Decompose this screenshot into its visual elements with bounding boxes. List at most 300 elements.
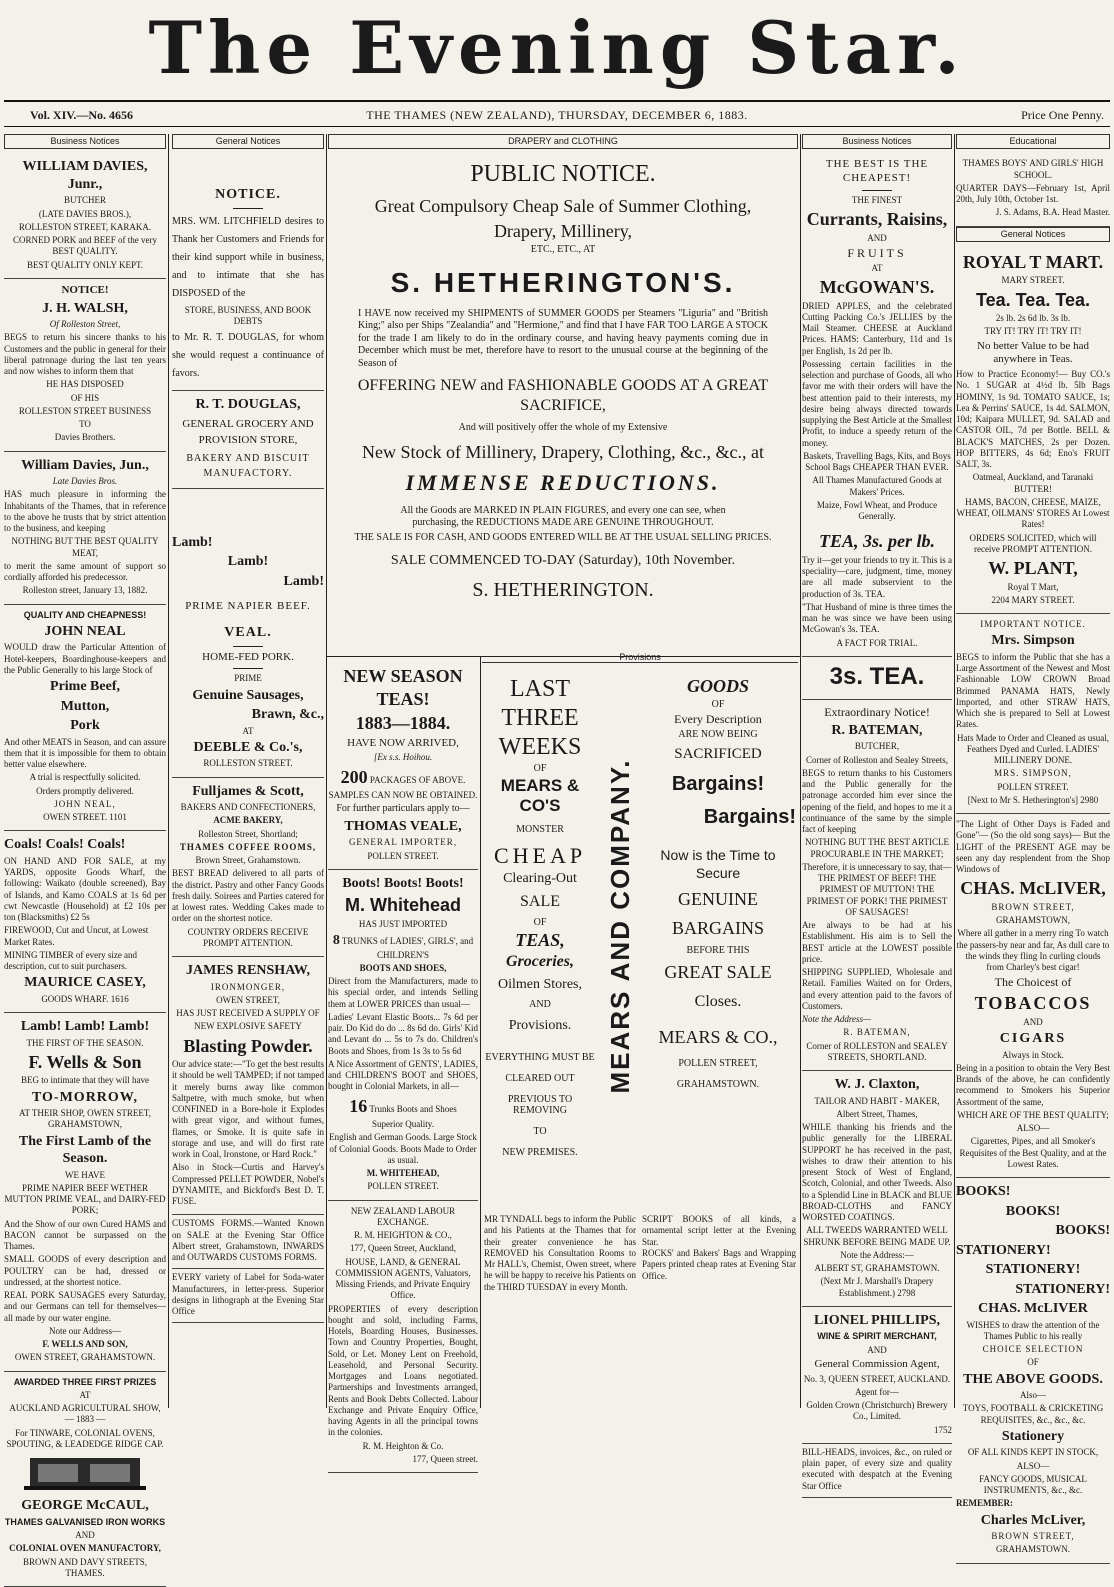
section-header: Provisions xyxy=(482,652,798,663)
ad-line: 177, Queen Street, Auckland, xyxy=(328,1243,478,1254)
ad-headline: GENUINE xyxy=(640,889,796,910)
ad-line: TOYS, FOOTBALL & CRICKETING REQUISITES, &c., &c., &c. xyxy=(956,1403,1110,1426)
ad-headline: IMMENSE REDUCTIONS. xyxy=(328,469,798,497)
ad-line: TO-MORROW, xyxy=(4,1089,166,1107)
ad-line: OWEN STREET. 1101 xyxy=(4,812,166,823)
ad-title: WILLIAM DAVIES, Junr., xyxy=(4,158,166,193)
ad-line: ALL TWEEDS WARRANTED WELL SHRUNK BEFORE BEING MADE UP. xyxy=(802,1225,952,1248)
ad-line: STATIONERY! xyxy=(956,1261,1110,1279)
ad-line: Stationery xyxy=(956,1428,1110,1446)
issue-price: Price One Penny. xyxy=(1021,108,1104,123)
ad-line: The Choicest of xyxy=(956,975,1110,990)
ad-line: AND xyxy=(4,1530,166,1541)
ad-line: GENERAL IMPORTER, xyxy=(328,837,478,848)
ad-billheads: BILL-HEADS, invoices, &c., on ruled or plain paper, of every size and quality executed with despatch at the Evening Star Office xyxy=(802,1444,952,1498)
ad-headline: CHEAP xyxy=(484,843,596,869)
column-educational xyxy=(956,134,1110,1408)
ad-line: 200 PACKAGES OF ABOVE. xyxy=(328,766,478,789)
column-business-notices xyxy=(4,134,166,1408)
section-header: Business Notices xyxy=(802,134,952,149)
ad-line: HAS JUST RECEIVED A SUPPLY OF xyxy=(172,1008,324,1019)
ad-title: NEW SEASON TEAS! xyxy=(328,665,478,710)
ad-title: NOTICE. xyxy=(172,186,324,204)
ad-line: Mutton, xyxy=(4,698,166,716)
ad-line: HE HAS DISPOSED xyxy=(4,379,166,390)
ad-body: SMALL GOODS of every description and POULTRY can be had, dressed or undressed, at the shortest notice. xyxy=(4,1254,166,1288)
ad-line: BOOKS! xyxy=(956,1222,1110,1240)
ad-line: HAVE NOW ARRIVED, xyxy=(328,737,478,751)
ad-wells-and-son xyxy=(4,1013,166,1372)
ad-line: FANCY GOODS, MUSICAL INSTRUMENTS, &c., &c. xyxy=(956,1474,1110,1497)
ad-body: "The Light of Other Days is Faded and Gone"— (So the old song says)— But the LIGHT of the PRESENT AGE may be seen any day resplendent from the Shop Windows of xyxy=(956,819,1110,875)
ad-line: THE SALE IS FOR CASH, AND GOODS ENTERED WILL BE AT THE USUAL SELLING PRICES. xyxy=(328,532,798,545)
mears-right-panel xyxy=(640,666,796,1092)
ad-body: Are always to be had at his Establishment. His aim is to Sell the BEST article at the LOWEST possible price. xyxy=(802,920,952,965)
ad-line: BAKERS AND CONFECTIONERS, xyxy=(172,802,324,813)
ad-douglas-grocery xyxy=(172,391,324,489)
ad-line: Corner of ROLLESTON and SEALEY STREETS, SHORTLAND. xyxy=(802,1041,952,1064)
ad-line: Rolleston Street, Shortland; xyxy=(172,829,324,840)
ad-line: OF xyxy=(484,763,596,774)
ad-line: Every Description xyxy=(640,712,796,727)
ad-line: BOOKS! xyxy=(956,1183,1110,1201)
ad-rocks-bags: ROCKS' and Bakers' Bags and Wrapping Papers printed cheap rates at Evening Star Office. xyxy=(642,1248,796,1282)
column-rule xyxy=(326,134,327,1408)
section-header: General Notices xyxy=(956,227,1110,242)
ad-line: COUNTRY ORDERS RECEIVE PROMPT ATTENTION. xyxy=(172,927,324,950)
ad-line: PRIME NAPIER BEEF WETHER MUTTON PRIME VEAL, and DAIRY-FED PORK; xyxy=(4,1183,166,1217)
dateline-rule xyxy=(4,126,1110,127)
ad-line: FRUITS xyxy=(802,246,952,261)
ad-line: Cigarettes, Pipes, and all Smoker's Requisites of the Best Quality, and at the Lowest Rates. xyxy=(956,1136,1110,1170)
ad-headline: 3s. TEA. xyxy=(802,662,952,692)
ad-title: Mrs. Simpson xyxy=(956,632,1110,650)
ad-body: A Nice Assortment of GENTS', LADIES, and CHILDREN'S BOOT and SHOES, bought in Colonial Markets, in all— xyxy=(328,1059,478,1093)
ad-title: R. BATEMAN, xyxy=(802,722,952,740)
ad-line: EVERYTHING MUST BE xyxy=(484,1052,596,1063)
volume-number: Vol. XIV.—No. 4656 xyxy=(30,108,133,123)
ad-claxton-tailor xyxy=(802,1071,952,1307)
ad-line: [Next to Mr S. Hetherington's] 2980 xyxy=(956,795,1110,806)
ad-line: POLLEN STREET, xyxy=(640,1058,796,1069)
ad-body: to merit the same amount of support so cordially afforded his predecessor. xyxy=(4,561,166,584)
ad-body: to Mr. R. T. DOUGLAS, for whom she would request a continuance of favors. xyxy=(172,329,324,383)
ad-line: Rolleston street, January 13, 1882. xyxy=(4,585,166,596)
section-header: Business Notices xyxy=(4,134,166,149)
ad-hetherington-drapery xyxy=(328,134,798,654)
ad-line: Clearing-Out xyxy=(484,871,596,887)
ad-line: Pork xyxy=(4,717,166,735)
short-rule xyxy=(233,646,263,647)
ad-body: SHIPPING SUPPLIED, Wholesale and Retail. Families Waited on for Orders, and every attention paid to the favors of Customers. xyxy=(802,967,952,1012)
ad-line: ROLLESTON STREET. xyxy=(172,758,324,769)
ad-signature: W. PLANT, xyxy=(956,557,1110,580)
mears-left-panel xyxy=(484,666,596,1160)
ad-customs-forms: CUSTOMS FORMS.—Wanted Known on SALE at the Evening Star Office Albert street, Grahamstown, INWARDS and OUTWARDS CUSTOMS FORMS. xyxy=(172,1215,324,1269)
ad-line: ALSO— xyxy=(956,1461,1110,1472)
ad-body: Try it—get your friends to try it. This is a speciality—care, judgment, time, money are all made subservient to the production of 3s. TEA. xyxy=(802,555,952,600)
ad-line: Closes. xyxy=(640,993,796,1011)
ad-title: W. J. Claxton, xyxy=(802,1076,952,1094)
ad-line: Orders promptly delivered. xyxy=(4,786,166,797)
ad-line: The First Lamb of the Season. xyxy=(4,1133,166,1168)
ad-line: 177, Queen street. xyxy=(328,1454,478,1465)
ad-line: General Commission Agent, xyxy=(802,1358,952,1372)
ad-william-davies xyxy=(4,452,166,605)
ad-line: BROWN AND DAVY STREETS, THAMES. xyxy=(4,1557,166,1580)
ad-title: NOTICE! xyxy=(4,284,166,298)
ad-three-shilling-tea xyxy=(802,657,952,700)
ad-line: 2s lb. 2s 6d lb. 3s lb. xyxy=(956,313,1110,324)
ad-line: THAMES GALVANISED IRON WORKS xyxy=(4,1517,166,1528)
ad-line: Oatmeal, Auckland, and Taranaki BUTTER! xyxy=(956,472,1110,495)
ad-line: Golden Crown (Christchurch) Brewery Co., Limited. xyxy=(802,1400,952,1423)
issue-date: THE THAMES (NEW ZEALAND), THURSDAY, DECEMBER 6, 1883. xyxy=(4,108,1110,123)
section-header: Educational xyxy=(956,134,1110,149)
ad-line: Brawn, &c., xyxy=(172,706,324,724)
short-rule xyxy=(233,208,263,209)
ad-body: WOULD draw the Particular Attention of Hotel-keepers, Boardinghouse-keepers and the Public Generally to his large Stock of xyxy=(4,642,166,676)
ad-title: PUBLIC NOTICE. xyxy=(328,159,798,189)
ad-line: Prime Beef, xyxy=(4,678,166,696)
ad-line: A FACT FOR TRIAL. xyxy=(802,638,952,649)
column-business-notices-2 xyxy=(802,134,952,1408)
ad-line: TO xyxy=(4,419,166,430)
ad-title: DEEBLE & Co.'s, xyxy=(172,739,324,757)
ad-line: IRONMONGER, xyxy=(172,982,324,993)
ad-body: How to Practice Economy!— Buy CO.'s No. 1 SUGAR at 4½d lb. 5lb Bags HOMINY, 1s 9d. TOMATO SAUCE, 1s; Lea & Perrins' SAUCE, 1s 4d. SALMON, 10d; Kaipara MULLET, 9d. SALAD and CASTOR OIL, 7d per Bottle. BELL & BLACK'S MATCHES, 2s per Dozen. HOP BITTERS, 4s 6d; Eno's FRUIT SALT, 3s. xyxy=(956,369,1110,470)
ad-headline: Tea. Tea. Tea. xyxy=(956,289,1110,312)
ad-body: WHILE thanking his friends and the public generally for the LIBERAL SUPPORT he has received in the past, wishes to draw their attention to his present Stock of West of England, Scotch, Colonial, and other Tweeds. Also to a Splendid Line in BLACK and BLUE BROAD-CLOTHS and FANCY WORSTED COATINGS. xyxy=(802,1122,952,1223)
ad-line: HOUSE, LAND, & GENERAL COMMISSION AGENTS, Valuators, Missing Friends, and Private Enquiry Office. xyxy=(328,1257,478,1302)
ad-headline: Great Compulsory Cheap Sale of Summer Clothing, xyxy=(328,195,798,218)
ad-headline: TEA, 3s. per lb. xyxy=(802,530,952,553)
ad-line: ORDERS SOLICITED, which will receive PROMPT ATTENTION. xyxy=(956,533,1110,556)
ad-line: GRAHAMSTOWN. xyxy=(956,1544,1110,1555)
ad-body: HAS much pleasure in informing the Inhabitants of the Thames, that in reference to the above he trusts that by strict attention to the business, and keeping xyxy=(4,489,166,534)
ad-line: STATIONERY! xyxy=(956,1281,1110,1299)
ad-line: TRY IT! TRY IT! TRY IT! xyxy=(956,326,1110,337)
ad-line: Davies Brothers. xyxy=(4,432,166,443)
ad-line: ETC., ETC., AT xyxy=(328,244,798,257)
ad-title: Coals! Coals! Coals! xyxy=(4,836,166,854)
ad-headline: Bargains! xyxy=(640,773,796,796)
ad-fulljames-scott xyxy=(172,778,324,958)
ad-body: BEGS to inform the Public that she has a Large Assortment of the Newest and Most Fashionable LOW CROWN Broad Brimmed PANAMA HATS, Newly Imported, and other STRAW HATS, Which she is prepared to Sell at Lowest Rates. xyxy=(956,652,1110,731)
ad-line: STORE, BUSINESS, AND BOOK DEBTS xyxy=(172,305,324,328)
ad-line: NEW PREMISES. xyxy=(484,1147,596,1158)
ad-line: Now is the Time to xyxy=(640,847,796,863)
ad-headline: BARGAINS xyxy=(640,918,796,939)
ad-line: SAMPLES CAN NOW BE OBTAINED. xyxy=(328,790,478,801)
ad-lionel-phillips xyxy=(802,1307,952,1444)
ad-title: J. H. WALSH, xyxy=(4,300,166,318)
ad-title: William Davies, Jun., xyxy=(4,457,166,475)
ad-title: 1883—1884. xyxy=(328,712,478,735)
ad-line: VEAL. xyxy=(172,624,324,642)
ad-maurice-casey xyxy=(4,831,166,1013)
ad-body: PROPERTIES of every description bought and sold, including Farms, Hotels, Boarding Houses, Businesses. Town and Country Properties, Bought, Sold, or Let. Money Lent on Freehold, Leasehold, and Personal Security. Mortgages and Loans negotiated. Partnerships and Investments arranged, Rents and Book Debts Collected. Labour Exchange and Private Enquiry Office, having Agents in all the principal towns in the colonies. xyxy=(328,1304,478,1439)
ad-line: OF xyxy=(484,917,596,928)
ad-john-neal xyxy=(4,605,166,832)
ad-line: AT xyxy=(802,263,952,274)
ad-line: CORNED PORK and BEEF of the very BEST QUALITY. xyxy=(4,235,166,258)
ad-line: WINE & SPIRIT MERCHANT, xyxy=(802,1331,952,1342)
ad-line: BROWN STREET, xyxy=(956,1531,1110,1542)
ad-line: No. 3, QUEEN STREET, AUCKLAND. xyxy=(802,1374,952,1385)
ad-thomas-veale xyxy=(328,660,478,870)
ad-line: STATIONERY! xyxy=(956,1242,1110,1260)
ad-line: HAMS, BACON, CHEESE, MAIZE, WHEAT, OILMANS' STORES At Lowest Rates! xyxy=(956,497,1110,531)
ad-line: ROLLESTON STREET BUSINESS xyxy=(4,406,166,417)
ad-royal-t-mart xyxy=(956,246,1110,614)
ad-line: Albert Street, Thames, xyxy=(802,1109,952,1120)
ad-title: Extraordinary Notice! xyxy=(802,705,952,720)
ad-title: S. HETHERINGTON'S. xyxy=(328,265,798,300)
ad-line: THE FIRST OF THE SEASON. xyxy=(4,1038,166,1049)
ad-line: Corner of Rolleston and Sealey Streets, xyxy=(802,755,952,766)
ad-line: OF xyxy=(956,1357,1110,1368)
ad-line: Superior Quality. xyxy=(328,1119,478,1130)
ad-signature: MEARS & CO., xyxy=(640,1027,796,1048)
ad-mcgowans xyxy=(802,153,952,657)
ad-headline: TOBACCOS xyxy=(956,992,1110,1015)
ad-line: Note our Address— xyxy=(4,1326,166,1337)
ad-headline: Bargains! xyxy=(640,806,796,829)
ad-line: WHICH ARE OF THE BEST QUALITY; xyxy=(956,1110,1110,1121)
ad-headline: SALE COMMENCED TO-DAY (Saturday), 10th November. xyxy=(328,552,798,570)
ad-body: ON HAND AND FOR SALE, at my YARDS, opposite Goods Wharf, the following: Waikato (double screened), Bay of Islands, and Kamo COALS at 1s 6d per cwt Newcastle (Household) at £2 10s per ton (Blacksmiths) £2 5s xyxy=(4,856,166,924)
ad-headline: New Stock of Millinery, Drapery, Clothing, &c., &c., at xyxy=(328,441,798,464)
ad-body: MRS. WM. LITCHFIELD desires to Thank her Customers and Friends for their kind support while in business, and to intimate that she has DISPOSED of the xyxy=(172,213,324,303)
ad-line: English and German Goods. Large Stock of Colonial Goods. Boots Made to Order as usual. xyxy=(328,1132,478,1166)
ad-line: Secure xyxy=(640,865,796,881)
ad-mcliver-tobacco xyxy=(956,814,1110,1178)
ad-body: Being in a position to obtain the Very Best Brands of the above, he can confidently recommend to Smokers his Superior Assortment of the same, xyxy=(956,1063,1110,1108)
ad-body: "That Husband of mine is three times the man he was since we have been using McGowan's 3s. TEA. xyxy=(802,602,952,636)
ad-title: Lamb! xyxy=(172,534,324,552)
ad-line: ALSO— xyxy=(956,1123,1110,1134)
ad-headline: LAST xyxy=(484,676,596,703)
ad-title: LIONEL PHILLIPS, xyxy=(802,1312,952,1330)
ad-line: AT THEIR SHOP, OWEN STREET, GRAHAMSTOWN, xyxy=(4,1108,166,1131)
ad-headline: GREAT SALE xyxy=(640,962,796,983)
ad-title: NEW ZEALAND LABOUR EXCHANGE. xyxy=(328,1206,478,1229)
ad-line: Also— xyxy=(956,1390,1110,1401)
section-header: General Notices xyxy=(172,134,324,149)
ad-line: Baskets, Travelling Bags, Kits, and Boys School Bags CHEAPER THAN EVER. xyxy=(802,451,952,474)
ad-signature: THOMAS VEALE, xyxy=(328,818,478,836)
ad-line: THAMES COFFEE ROOMS, xyxy=(172,842,324,853)
ad-line: CHOICE SELECTION xyxy=(956,1344,1110,1355)
ad-body: Also in Stock—Curtis and Harvey's Compressed PELLET POWDER, Nobel's DYNAMITE, and Bickford's Best D. T. FUSE. xyxy=(172,1162,324,1207)
ad-line: R. M. HEIGHTON & CO., xyxy=(328,1230,478,1241)
ad-body: Possessing certain facilities in the selection and purchase of Goods, all who favor me with their orders will have the best attention paid to their interests, my desire being always directed towards supplying the Best Article at the Smallest Profit, to induce a speedy return of the money. xyxy=(802,359,952,449)
ad-line: BUTCHER, xyxy=(802,741,952,752)
ad-line: GENERAL GROCERY AND PROVISION STORE, xyxy=(172,416,324,449)
dateline xyxy=(4,104,1110,126)
ad-line: GRAHAMSTOWN, xyxy=(956,915,1110,926)
ad-signature: S. HETHERINGTON. xyxy=(328,578,798,603)
ad-body: REAL PORK SAUSAGES every Saturday, and our Germans can tell for themselves—all made by our water engine. xyxy=(4,1290,166,1324)
ad-line: For TINWARE, COLONIAL OVENS, SPOUTING, & LEADEDGE RIDGE CAP. xyxy=(4,1428,166,1451)
ad-line: ROLLESTON STREET, KARAKA. xyxy=(4,222,166,233)
ad-signature: R. BATEMAN, xyxy=(802,1027,952,1038)
ad-line: MONSTER xyxy=(484,824,596,835)
short-rule xyxy=(233,668,263,669)
ad-body: And the Show of our own Cured HAMS and BACON cannot be surpassed on the Thames. xyxy=(4,1219,166,1253)
ad-line: AUCKLAND AGRICULTURAL SHOW, — 1883 — xyxy=(4,1403,166,1426)
ad-line: Always in Stock. xyxy=(956,1050,1110,1061)
ad-line: PRIME xyxy=(172,673,324,684)
ad-line: ACME BAKERY, xyxy=(172,815,324,826)
ad-title: Lamb! xyxy=(172,573,324,591)
ad-title: R. T. DOUGLAS, xyxy=(172,396,324,414)
masthead xyxy=(0,0,1114,100)
ad-title: MEARS & CO'S xyxy=(484,776,596,816)
ad-body: DRIED APPLES, and the celebrated Cutting Packing Co.'s JELLIES by the Mail Steamer. CHEESE at Auckland Prices. HAMS: Canterbury, 11d and 1s per English, 1s 2d per lb. xyxy=(802,301,952,357)
ad-litchfield-notice xyxy=(172,153,324,391)
ad-line: SALE xyxy=(484,893,596,911)
ad-line: OF ALL KINDS KEPT IN STOCK, xyxy=(956,1447,1110,1458)
mears-vertical-banner xyxy=(600,666,636,1186)
ad-line: 1752 xyxy=(802,1425,952,1436)
ad-line: THE ABOVE GOODS. xyxy=(956,1371,1110,1389)
ad-line: NOTHING BUT THE BEST ARTICLE PROCURABLE IN THE MARKET; xyxy=(802,837,952,860)
ad-line: PRIME NAPIER BEEF. xyxy=(172,600,324,614)
ad-whitehead-boots xyxy=(328,870,478,1201)
ad-headline: OFFERING NEW and FASHIONABLE GOODS AT A GREAT SACRIFICE, xyxy=(328,376,798,416)
section-header: DRAPERY and CLOTHING xyxy=(328,134,798,149)
ad-line: GRAHAMSTOWN. xyxy=(640,1079,796,1090)
ad-line: Brown Street, Grahamstown. xyxy=(172,855,324,866)
ad-signature: MAURICE CASEY, xyxy=(4,974,166,992)
oven-engraving xyxy=(10,1452,160,1492)
ad-title: JOHN NEAL xyxy=(4,623,166,641)
ad-line: TO xyxy=(484,1126,596,1137)
ad-line: Oilmen Stores, xyxy=(484,977,596,993)
ad-line: All Thames Manufactured Goods at Makers' Prices. xyxy=(802,475,952,498)
ad-george-mccaul xyxy=(4,1372,166,1587)
ad-headline: THREE xyxy=(484,705,596,732)
ad-line: ARE NOW BEING xyxy=(640,729,796,740)
mears-vertical-text: MEARS AND COMPANY. xyxy=(605,666,635,1186)
ad-script-books: SCRIPT BOOKS of all kinds, a ornamental script letter at the Evening Star. xyxy=(642,1214,796,1248)
ad-signature: M. WHITEHEAD, xyxy=(328,1168,478,1179)
ad-line: Where all gather in a merry ring To watch the passers-by near and far, As dull care to the winds they fling In curling clouds from Charley's best cigar! xyxy=(956,928,1110,973)
ad-line: TAILOR AND HABIT - MAKER, xyxy=(802,1096,952,1107)
ad-line: Hats Made to Order and Cleaned as usual, Feathers Dyed and Curled. LADIES' MILLINERY DONE. xyxy=(956,733,1110,767)
ad-line: AND xyxy=(802,1345,952,1356)
ad-headline: Drapery, Millinery, xyxy=(328,220,798,243)
ad-line: PREVIOUS TO REMOVING xyxy=(484,1094,596,1116)
ad-body: Ladies' Levant Elastic Boots... 7s 6d per pair. Do Kid do do ... 8s 6d do. Girls' Kid and Levant do ... 5s to 7s do. Children's Boots and Shoes, from 1s 3s to 5s 6d xyxy=(328,1012,478,1057)
ad-title: F. Wells & Son xyxy=(4,1051,166,1074)
ad-signature: Charles McLiver, xyxy=(956,1512,1110,1530)
ad-body: QUARTER DAYS—February 1st, April 20th, July 10th, October 1st. xyxy=(956,183,1110,206)
ad-line: MINING TIMBER of every size and description, cut to suit purchasers. xyxy=(4,950,166,973)
ad-line: OF HIS xyxy=(4,393,166,404)
ad-title: ROYAL T MART. xyxy=(956,251,1110,274)
ad-line: BOOTS AND SHOES, xyxy=(328,963,478,974)
ad-line: REMEMBER: xyxy=(956,1498,1110,1509)
ad-title: AWARDED THREE FIRST PRIZES xyxy=(4,1377,166,1388)
ad-signature: J. S. Adams, B.A. Head Master. xyxy=(956,207,1110,218)
column-rule xyxy=(480,656,481,1408)
ad-line: And will positively offer the whole of my Extensive xyxy=(328,422,798,435)
ad-title: THE BEST IS THE CHEAPEST! xyxy=(802,158,952,186)
ad-line: BAKERY AND BISCUIT MANUFACTORY. xyxy=(172,451,324,481)
ad-line: AND xyxy=(484,999,596,1010)
ad-deeble-lamb xyxy=(172,529,324,778)
ad-title: IMPORTANT NOTICE. xyxy=(956,619,1110,630)
column-rule xyxy=(800,134,801,1408)
ad-line: WISHES to draw the attention of the Thames Public to his really xyxy=(956,1320,1110,1343)
ad-body: BEST BREAD delivered to all parts of the district. Pastry and other Fancy Goods fresh daily. Soirees and Parties catered for at lowest rates. Wedding Cakes made to order on the shortest notice. xyxy=(172,868,324,924)
ad-line: HAS JUST IMPORTED xyxy=(328,919,478,930)
ad-line: NEW EXPLOSIVE SAFETY xyxy=(172,1021,324,1032)
ad-davies-butcher xyxy=(4,153,166,279)
ad-line: A trial is respectfully solicited. xyxy=(4,772,166,783)
ad-line: AND xyxy=(802,233,952,244)
ad-title: McGOWAN'S. xyxy=(802,276,952,299)
ad-line: 2204 MARY STREET. xyxy=(956,595,1110,606)
ad-line: Royal T Mart, xyxy=(956,582,1110,593)
ad-signature: ALBERT ST, GRAHAMSTOWN. xyxy=(802,1263,952,1274)
ad-body: I HAVE now received my SHIPMENTS of SUMMER GOODS per Steamers "Liguria" and "British King;" also per Ships "Zealandia" and "Hermione," and find that I have FAR TOO LARGE A STOCK for the trade I am likely to do in the ordinary course, and having heavy payments coming due in December which must be met, therefore have to resort to the unusual course at the beginning of the Season of xyxy=(328,308,798,371)
ad-line: MARY STREET. xyxy=(956,275,1110,286)
ad-signature: JOHN NEAL, xyxy=(4,799,166,810)
ad-body: BEGS to return thanks to his Customers and the Public generally for the patronage accorded him ever since the opening of the field, and hopes to me it a continuance of the same by the simple fact of keeping xyxy=(802,768,952,836)
ad-tyndall: MR TYNDALL begs to inform the Public and his Patients at the Thames that for their greater convenience he has REMOVED his Consultation Rooms to Mr HALL's, Chemist, Owen street, where he will be happy to receive his Patients on the THIRD TUESDAY in every Month. xyxy=(484,1214,636,1293)
ad-james-renshaw xyxy=(172,957,324,1215)
ad-line: OWEN STREET, GRAHAMSTOWN. xyxy=(4,1352,166,1363)
ad-line: BEFORE THIS xyxy=(640,945,796,956)
ad-body: BEGS to return his sincere thanks to his Customers and the public in general for their liberal patronage during the last ten years and now wishes to inform them that xyxy=(4,332,166,377)
ad-line: BROWN STREET, xyxy=(956,902,1110,913)
ad-title: Boots! Boots! Boots! xyxy=(328,875,478,893)
ad-line: Therefore, it is unnecessary to say, that— THE PRIMEST OF BEEF! THE PRIMEST OF MUTTON! THE PRIMEST OF PORK! THE PRIMEST OF SAUSAGES! xyxy=(802,862,952,918)
ad-line: OWEN STREET, xyxy=(172,995,324,1006)
ad-title: M. Whitehead xyxy=(328,894,478,917)
ad-line: Agent for— xyxy=(802,1387,952,1398)
newspaper-title: The Evening Star. xyxy=(0,2,1114,94)
ad-line: Note the Address:— xyxy=(802,1250,952,1261)
ad-body: Direct from the Manufacturers, made to his special order, and intends Selling them at LOWER PRICES than usual— xyxy=(328,976,478,1010)
masthead-rule xyxy=(4,100,1110,102)
ad-line: GOODS WHARF. 1616 xyxy=(4,994,166,1005)
column-rule xyxy=(168,134,169,1408)
ad-line: BUTCHER xyxy=(4,195,166,206)
ad-high-school xyxy=(956,153,1110,226)
ad-labels: EVERY variety of Label for Soda-water Manufacturers, in letter-press. Superior designs in lithograph at the Evening Star Office xyxy=(172,1269,324,1323)
ad-title: Fulljames & Scott, xyxy=(172,783,324,801)
ad-line: COLONIAL OVEN MANUFACTORY, xyxy=(4,1543,166,1554)
ad-line: Note the Address— xyxy=(802,1014,952,1025)
ad-line: POLLEN STREET. xyxy=(328,1181,478,1192)
ad-title: CHAS. McLIVER, xyxy=(956,877,1110,900)
ad-title: Blasting Powder. xyxy=(172,1035,324,1058)
ad-line: 8 TRUNKS of LADIES', GIRLS', and CHILDREN'S xyxy=(328,932,478,961)
ad-title: JAMES RENSHAW, xyxy=(172,962,324,980)
ad-line: BEG to intimate that they will have xyxy=(4,1075,166,1086)
ad-line: POLLEN STREET. xyxy=(956,782,1110,793)
ad-line: (Next Mr J. Marshall's Drapery Establishment.) 2798 xyxy=(802,1276,952,1299)
ad-signature: F. WELLS AND SON, xyxy=(4,1339,166,1350)
ad-line: HOME-FED PORK. xyxy=(172,651,324,665)
ad-mrs-simpson xyxy=(956,614,1110,814)
ad-line: Of Rolleston Street, xyxy=(4,319,166,330)
